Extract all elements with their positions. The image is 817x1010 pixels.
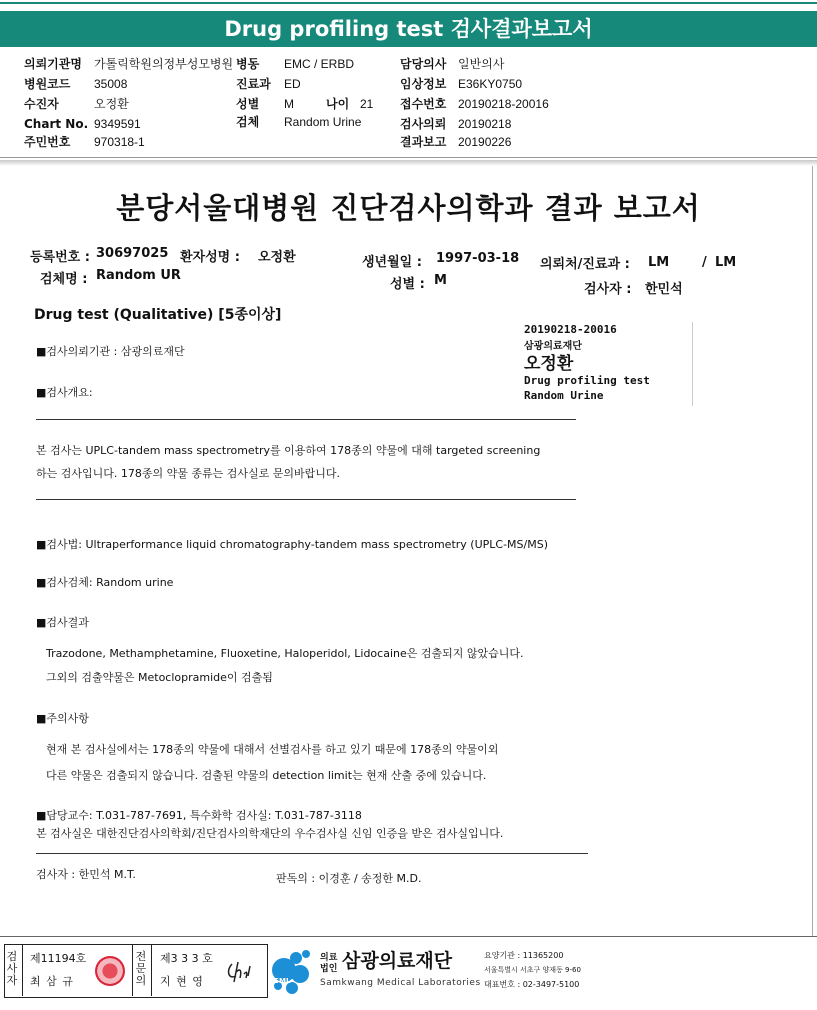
dept-sep: / (702, 255, 707, 270)
sex-value: M (434, 273, 447, 288)
box-sep-1 (22, 944, 23, 996)
dept-label: 의뢰처/진료과 : (540, 257, 630, 272)
label-test: Drug profiling test (524, 374, 650, 387)
patient-name-label: 환자성명 : (180, 250, 240, 265)
report-header-title: Drug profiling test 검사결과보고서 (0, 11, 817, 47)
cert-line: 본 검사실은 대한진단검사의학회/진단검사의학재단의 우수검사실 신임 인증을 받은 검사실입니다. (36, 827, 504, 840)
examiner-license: 제11194호 (30, 952, 87, 965)
dob-label: 생년월일 : (362, 255, 422, 270)
scan-right-edge (812, 166, 813, 936)
overview-bottom-rule (36, 499, 576, 500)
info-divider (0, 157, 817, 158)
overview-title: ■검사개요: (36, 386, 93, 399)
org-prefix-2: 법인 (320, 964, 338, 974)
top-rule (0, 2, 817, 4)
sex-label: 성별 : (390, 277, 425, 292)
dept-value-1: LM (648, 255, 670, 270)
label-edge (692, 322, 693, 406)
overview-line-1: 본 검사는 UPLC-tandem mass spectrometry를 이용하여 178종의 약물에 대해 targeted screening (36, 444, 541, 457)
org-english-name: Samkwang Medical Laboratories (320, 978, 481, 988)
box-sep-2 (132, 944, 133, 996)
specialist-name: 지 현 영 (160, 975, 204, 988)
result-line-1: Trazodone, Methamphetamine, Fluoxetine, Haloperidol, Lidocaine은 검출되지 않았습니다. (46, 647, 524, 660)
org-reg: 요양기관 : 11365200 (484, 951, 564, 960)
org-phone: 대표번호 : 02-3497-5100 (484, 980, 580, 989)
org-address: 서울특별시 서초구 양재동 9-60 (484, 966, 581, 974)
signature-icon (224, 954, 260, 984)
label-accession: 20190218-20016 (524, 323, 617, 336)
dob-value: 1997-03-18 (436, 251, 520, 266)
examiner-value: 한민석 (645, 282, 683, 297)
sml-logo-text: SML (274, 977, 291, 985)
signature-rule (36, 853, 588, 854)
sml-logo-icon (270, 944, 314, 996)
method-line: ■검사법: Ultraperformance liquid chromatography-tandem mass spectrometry (UPLC-MS/MS) (36, 538, 548, 551)
contact-line: ■담당교수: T.031-787-7691, 특수화학 검사실: T.031-787-3118 (36, 809, 362, 822)
result-line-2: 그외의 검출약물은 Metoclopramide이 검출됨 (46, 671, 273, 684)
footer-divider (0, 936, 817, 937)
test-name: Drug test (Qualitative) [5종이상] (34, 307, 282, 323)
specialist-vertical-label: 전문의 (135, 950, 147, 987)
notice-line-2: 다른 약물은 검출되지 않습니다. 검출된 약물의 detection limit는 현재 산출 중에 있습니다. (46, 769, 487, 782)
examiner-vertical-label: 검사자 (6, 950, 18, 987)
reg-label: 등록번호 : (30, 250, 90, 265)
examiner-label: 검사자 : (584, 282, 632, 297)
label-specimen: Random Urine (524, 389, 604, 402)
specimen-line: ■검사검체: Random urine (36, 576, 174, 589)
overview-line-2: 하는 검사입니다. 178종의 약물 종류는 검사실로 문의바랍니다. (36, 467, 340, 480)
notice-line-1: 현재 본 검사실에서는 178종의 약물에 대해서 선별검사를 하고 있기 때문에 178종의 약물이외 (46, 743, 499, 756)
dept-value-2: LM (715, 255, 737, 270)
report-title: 분당서울대병원 진단검사의학과 결과 보고서 (116, 191, 701, 225)
examiner-signature: 검사자 : 한민석 M.T. (36, 868, 136, 881)
org-prefix-1: 의료 (320, 953, 338, 963)
reader-signature: 판독의 : 이경훈 / 송정한 M.D. (276, 872, 422, 885)
org-name: 삼광의료재단 (342, 950, 453, 972)
label-patient: 오정환 (524, 354, 574, 374)
official-seal-icon (95, 956, 125, 986)
scan-edge (0, 160, 817, 166)
examiner-name: 최 삼 규 (30, 975, 74, 988)
agency-line: ■검사의뢰기관 : 삼광의료재단 (36, 345, 185, 358)
reg-value: 30697025 (96, 246, 169, 261)
result-title: ■검사결과 (36, 616, 89, 629)
box-sep-3 (151, 944, 152, 996)
overview-top-rule (36, 419, 576, 420)
label-org: 삼광의료재단 (524, 341, 582, 352)
specimen-value: Random UR (96, 268, 181, 283)
specimen-label: 검체명 : (40, 272, 88, 287)
patient-name-value: 오정환 (258, 250, 296, 265)
specialist-license: 제3 3 3 호 (160, 952, 213, 965)
notice-title: ■주의사항 (36, 712, 89, 725)
